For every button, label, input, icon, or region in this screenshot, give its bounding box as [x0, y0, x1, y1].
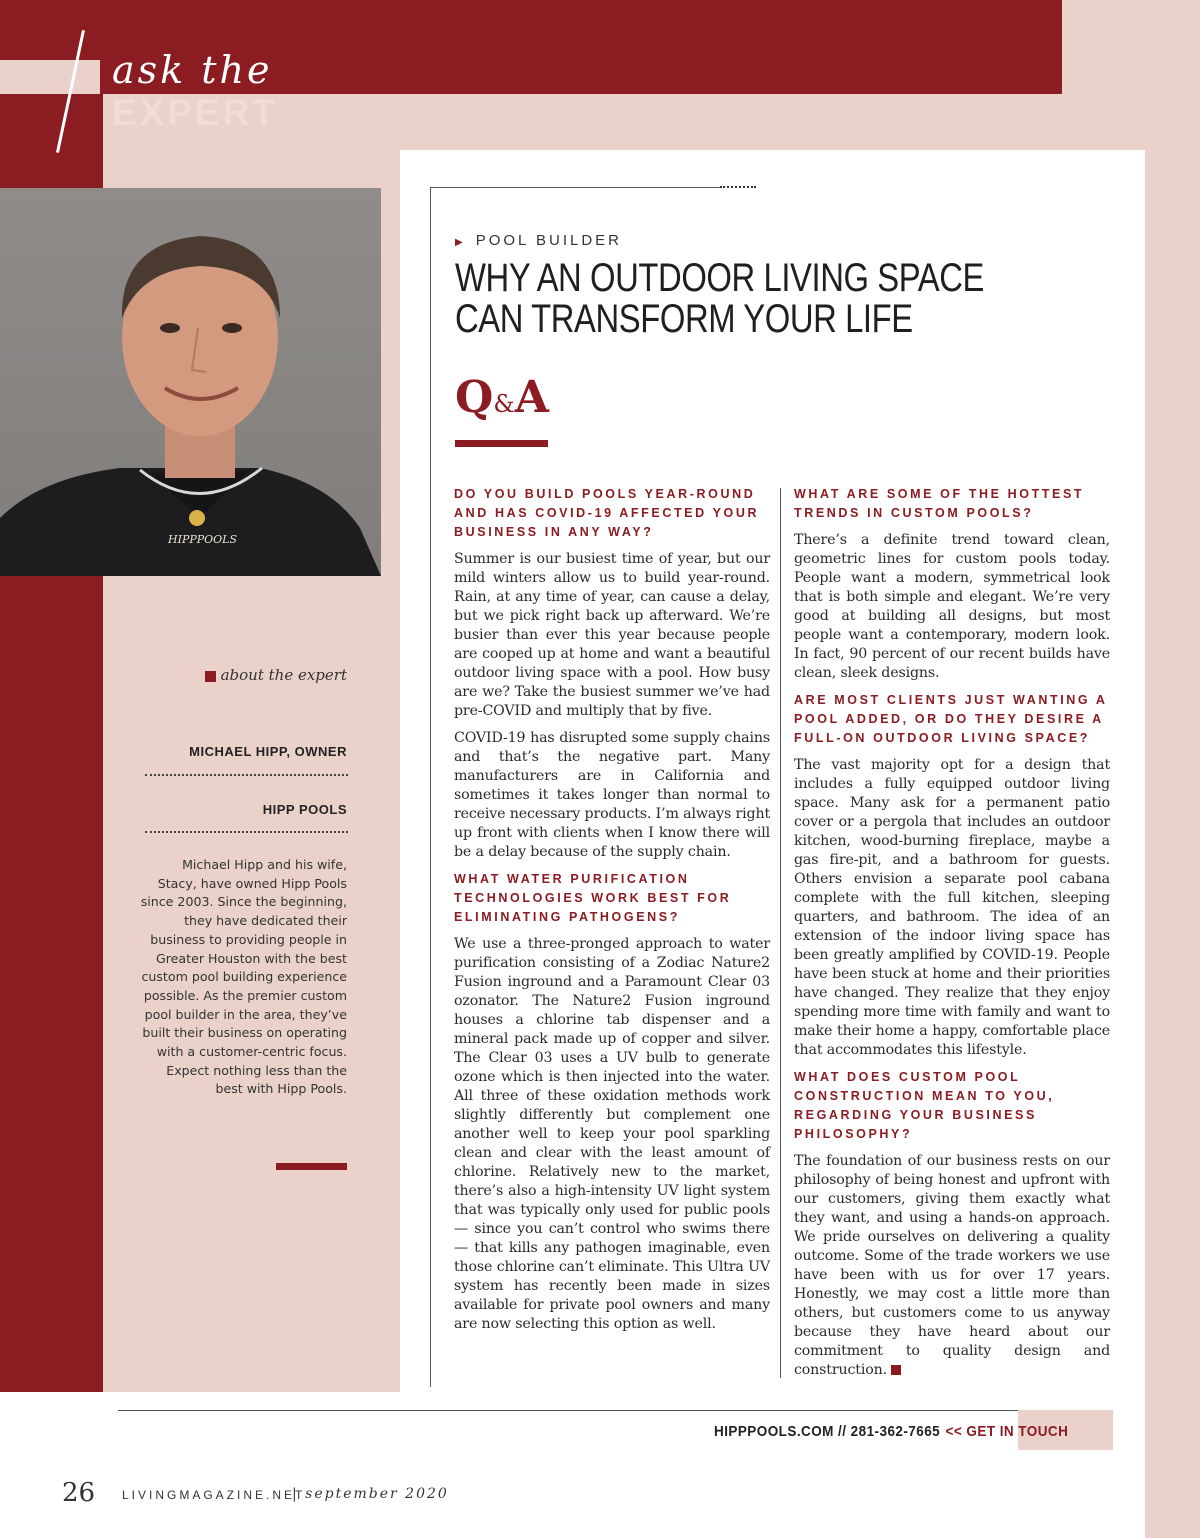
headline-line-2: CAN TRANSFORM YOUR LIFE [455, 297, 913, 341]
portrait-illustration [0, 188, 381, 576]
issue-date: | september 2020 [292, 1486, 449, 1502]
article-column-2 [794, 485, 1110, 1388]
question-2: WHAT WATER PURIFICATION TECHNOLOGIES WORK BEST FOR ELIMINATING PATHOGENS? [454, 872, 732, 924]
question-1: DO YOU BUILD POOLS YEAR-ROUND AND HAS COVID-19 AFFECTED YOUR BUSINESS IN ANY WAY? [454, 487, 760, 539]
answer-5-text: The foundation of our business rests on our philosophy of being honest and upfront with our customers, giving them exactly what they want, and using a hands-on approach. We pride ourselves on delivering a quality outcome. Some of the trade workers we use have been with us for over 17 years. Honestly, we may cost a little more than others, but customers come to us anyway because they have heard about our commitment to quality design and construction. [794, 1153, 1110, 1378]
magazine-site: LIVINGMAGAZINE.NET [122, 1488, 306, 1502]
question-4: ARE MOST CLIENTS JUST WANTING A POOL ADDED, OR DO THEY DESIRE A FULL-ON OUTDOOR LIVING SPACE? [794, 693, 1108, 745]
top-right-pink-block [1062, 0, 1145, 150]
qa-q: Q [455, 372, 494, 423]
article-category [455, 232, 622, 249]
page-number: 26 [62, 1478, 96, 1508]
header-pink-strip [0, 60, 100, 94]
qa-underline-bar [455, 440, 548, 447]
question-5: WHAT DOES CUSTOM POOL CONSTRUCTION MEAN TO YOU, REGARDING YOUR BUSINESS PHILOSOPHY? [794, 1070, 1055, 1141]
right-pink-margin [1145, 0, 1200, 1538]
about-label: about the expert [220, 666, 347, 684]
expert-name: MICHAEL HIPP, OWNER [189, 744, 347, 759]
sidebar-end-bar [276, 1163, 347, 1170]
shirt-logo-text: HIPPPOOLS [168, 533, 238, 546]
square-bullet-icon [205, 671, 216, 682]
sidebar-dotted-rule-2 [145, 831, 348, 833]
qa-amp: & [493, 390, 515, 418]
column-divider [780, 488, 781, 1378]
answer-4: The vast majority opt for a design that includes a fully equipped outdoor living space. Many ask for a permanent patio cover or a pergola that includes an outdoor kitchen, wood-burning fireplace, maybe a gas fire-pit, and a bathroom for guests. Others envision a separate pool cabana complete with the full kitchen, sleeping quarters, and bathroom. The idea of an extension of the indoor living space has been greatly amplified by COVID-19. People have been stuck at home and their priorities have changed. They realize that they enjoy spending more time with family and want to make their home a happy, comfortable place that accommodates this lifestyle. [794, 757, 1110, 1058]
article-frame-dots [720, 186, 756, 188]
article-frame-left-rule [430, 187, 431, 1387]
end-mark-icon [891, 1365, 901, 1375]
expert-company: HIPP POOLS [262, 802, 347, 817]
qa-logo [455, 372, 549, 423]
answer-5 [794, 1152, 1110, 1380]
answer-3: There’s a definite trend toward clean, geometric lines for custom pools today. People want a modern, symmetrical look that is both simple and elegant. We’re very good at building all designs, but most people want a contemporary, modern look. In fact, 90 percent of our recent builds have clean, sleek designs. [794, 532, 1110, 681]
header-ask-the: ask the [112, 48, 273, 92]
triangle-right-icon: ▶ [455, 237, 466, 248]
answer-1-paragraph-1: Summer is our busiest time of year, but our mild winters allow us to build year-round. Rain, at any time of year, can cause a delay, but we pick right back up afterward. We’re busier than ever this year because people are cooped up at home and want a beautiful outdoor living space with a pool. How busy are we? Take the busiest summer we’ve had pre-COVID and multiply that by five. [454, 551, 770, 719]
about-the-expert [110, 666, 347, 684]
sidebar-dotted-rule-1 [145, 774, 348, 776]
footer-rule [118, 1410, 1113, 1411]
question-3: WHAT ARE SOME OF THE HOTTEST TRENDS IN CUSTOM POOLS? [794, 487, 1085, 520]
expert-bio: Michael Hipp and his wife, Stacy, have owned Hipp Pools since 2003. Since the beginning, they have dedicated their business to providing people in Greater Houston with the best custom pool building experience possible. As the premier custom pool builder in the area, they’ve built their business on operating with a customer-centric focus. Expect nothing less than the best with Hipp Pools. [140, 857, 347, 1097]
header-expert: EXPERT [112, 92, 279, 133]
article-category-label: POOL BUILDER [475, 232, 623, 249]
article-headline [455, 258, 1013, 340]
qa-a: A [514, 372, 549, 423]
contact-text[interactable]: HIPPPOOLS.COM // 281-362-7665 [714, 1423, 941, 1440]
get-in-touch-link[interactable]: << GET IN TOUCH [945, 1423, 1069, 1440]
article-column-1 [454, 485, 770, 1342]
answer-1-paragraph-2: COVID-19 has disrupted some supply chains and that’s the negative part. Many manufacturers are in California and sometimes it takes longer than normal to receive necessary products. I’m always right up front with clients when I know there will be a delay because of the supply chain. [454, 730, 770, 860]
article-frame-top-rule [430, 187, 720, 188]
answer-2: We use a three-pronged approach to water purification consisting of a Zodiac Nature2 Fusion inground and a Paramount Clear 03 ozonator. The Nature2 Fusion inground houses a chlorine tab dispenser and a mineral pack made up of copper and silver. The Clear 03 uses a UV bulb to generate ozone which is then injected into the water. All three of these oxidation methods work slightly differently but complement one another well to keep your pool sparkling clean and clear with the least amount of chlorine. Relatively new to the market, there’s also a high-intensity UV light system that was typically only used for public pools — since you can’t control who swims there — that kills any pathogen imaginable, even those chlorine can’t eliminate. This Ultra UV system has recently been made in sizes available for private pool owners and many are now selecting this option as well. [454, 936, 770, 1332]
footer-contact [714, 1423, 1068, 1440]
expert-portrait-photo [0, 188, 381, 576]
headline-line-1: WHY AN OUTDOOR LIVING SPACE [455, 256, 985, 300]
